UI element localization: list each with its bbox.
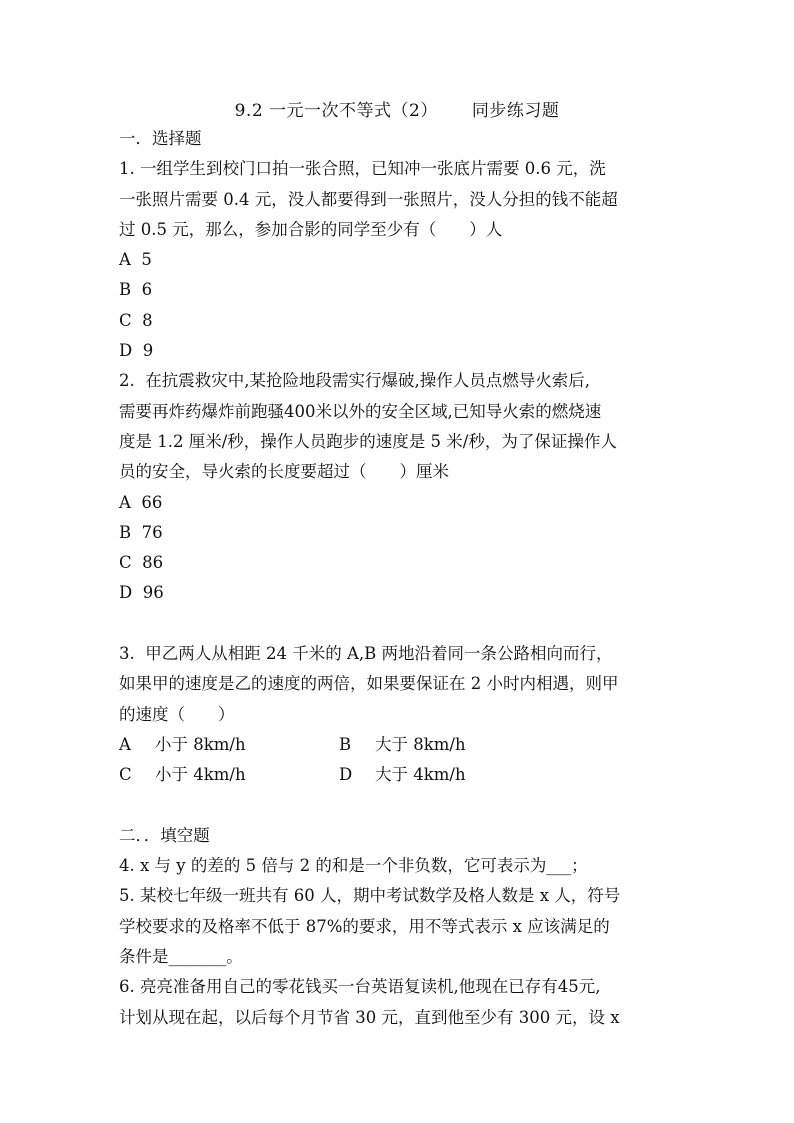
question-2-option-b: B 76: [119, 522, 163, 542]
question-1-option-b: B 6: [119, 280, 153, 300]
question-3-options-row-2: [119, 760, 679, 790]
question-2-option-a: A 66: [119, 492, 163, 512]
option-text: 大于 4km/h: [375, 765, 466, 785]
question-2-option-d: D 96: [119, 583, 164, 603]
question-1-line-2: 一张照片需要 0.4 元，没人都要得到一张照片，没人分担的钱不能超: [119, 189, 618, 209]
question-1-option-c: C 8: [119, 310, 153, 330]
option-text: 小于 8km/h: [155, 734, 246, 754]
option-text: 小于 4km/h: [155, 765, 246, 785]
blank-line: [119, 791, 679, 821]
question-1-line-1: 1. 一组学生到校门口拍一张合照，已知冲一张底片需要 0.6 元，洗: [119, 159, 606, 179]
question-3-option-d: [339, 760, 559, 790]
question-3-option-a: [119, 730, 339, 760]
question-5-line-1: 5. 某校七年级一班共有 60 人，期中考试数学及格人数是 x 人，符号: [119, 886, 621, 906]
question-3-line-1: 3. 甲乙两人从相距 24 千米的 A,B 两地沿着同一条公路相向而行，: [119, 644, 613, 664]
question-3-option-b: [339, 730, 559, 760]
question-2-line-1: 2. 在抗震救灾中,某抢险地段需实行爆破,操作人员点燃导火索后,: [119, 371, 590, 391]
question-2-line-2: 需要再炸药爆炸前跑骚400米以外的安全区域,已知导火索的燃烧速: [119, 401, 602, 421]
title-main: 9.2 一元一次不等式（2）: [234, 101, 438, 121]
question-1-option-a: A 5: [119, 250, 152, 270]
option-text: 大于 8km/h: [375, 734, 466, 754]
title-suffix: 同步练习题: [471, 101, 560, 121]
question-2-option-c: C 86: [119, 553, 164, 573]
section-heading-fill-blank: 二．．填空题: [119, 825, 210, 845]
question-6-line-2: 计划从现在起，以后每个月节省 30 元，直到他至少有 300 元，设 x: [119, 1007, 620, 1027]
question-2-line-4: 员的安全，导火索的长度要超过（ ）厘米: [119, 462, 449, 482]
question-3-line-2: 如果甲的速度是乙的速度的两倍，如果要保证在 2 小时内相遇，则甲: [119, 674, 619, 694]
document-body: [119, 124, 679, 1033]
question-4: 4. x 与 y 的差的 5 倍与 2 的和是一个非负数，它可表示为___；: [119, 856, 588, 876]
question-3-line-3: 的速度（ ）: [119, 704, 235, 724]
section-heading-choice: 一．选择题: [119, 129, 202, 148]
option-letter: C: [119, 765, 132, 785]
option-letter: B: [339, 734, 352, 754]
question-2-line-3: 度是 1.2 厘米/秒，操作人员跑步的速度是 5 米/秒，为了保证操作人: [119, 431, 617, 451]
option-letter: D: [339, 765, 353, 785]
question-1-line-3: 过 0.5 元，那么，参加合影的同学至少有（ ）人: [119, 219, 503, 239]
page-title: [0, 96, 794, 121]
question-3-options-row-1: [119, 730, 679, 760]
blank-line: [119, 609, 679, 639]
question-5-line-2: 学校要求的及格率不低于 87%的要求，用不等式表示 x 应该满足的: [119, 916, 610, 936]
question-1-option-d: D 9: [119, 341, 154, 361]
question-3-option-c: [119, 760, 339, 790]
option-letter: A: [119, 734, 131, 754]
question-5-line-3: 条件是_______。: [119, 947, 243, 967]
question-6-line-1: 6. 亮亮准备用自己的零花钱买一台英语复读机,他现在已存有45元,: [119, 977, 601, 997]
